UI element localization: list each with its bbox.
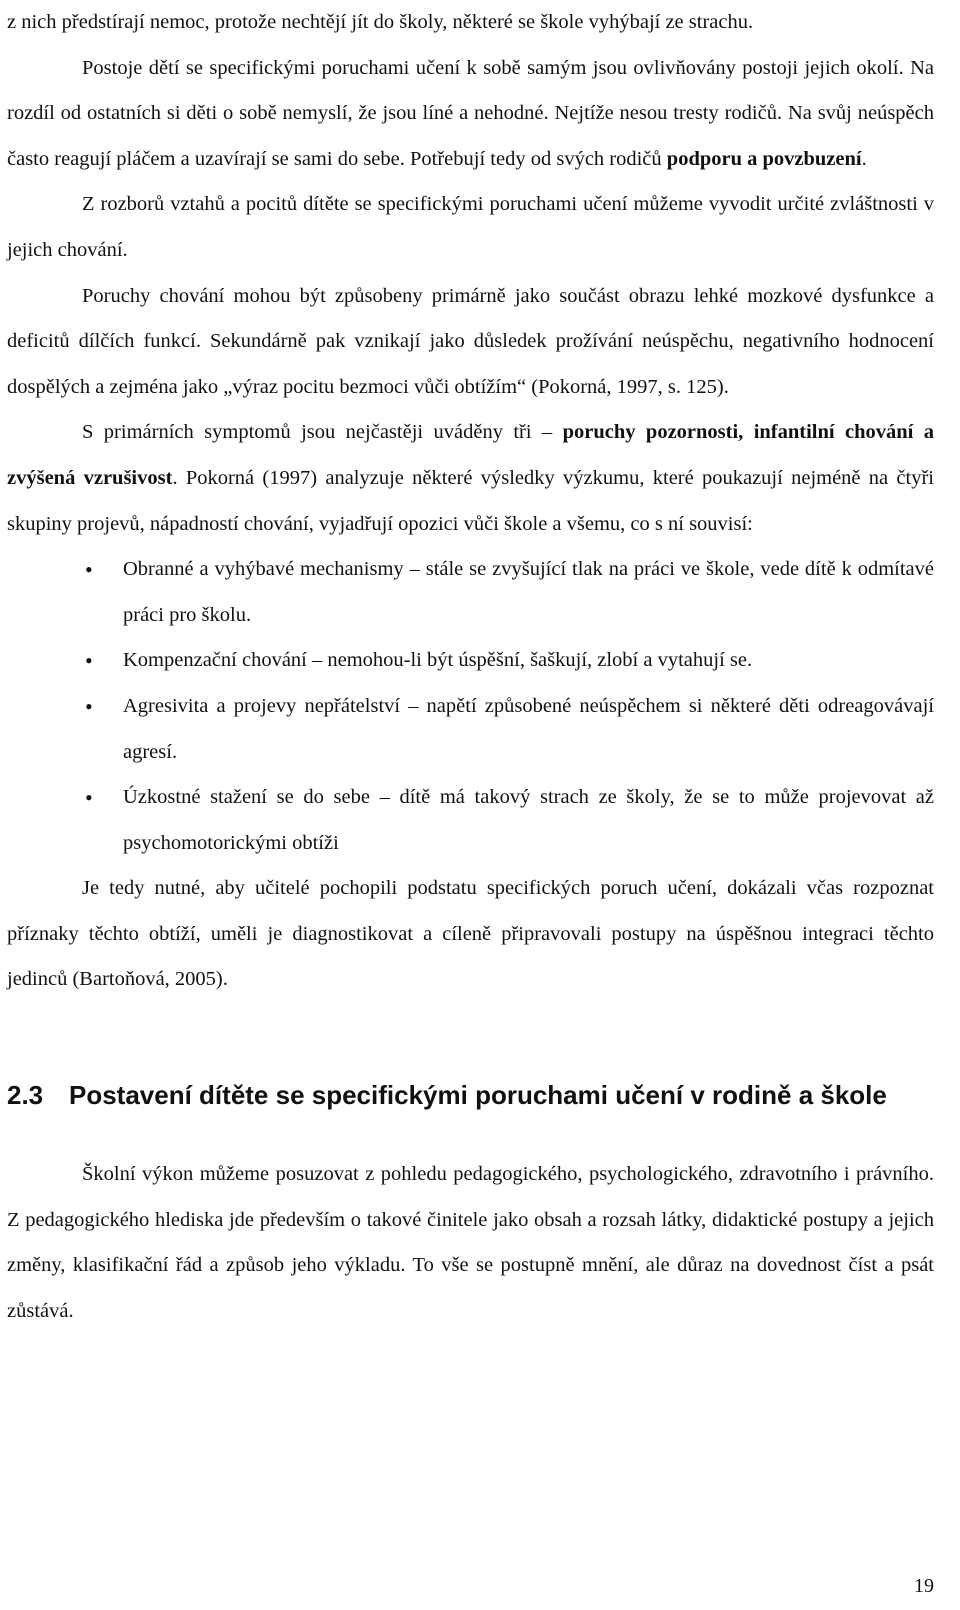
symptoms-end: . Pokorná (1997) analyzuje některé výsledky výzkumu, které poukazují nejméně na čtyři skupiny projevů, nápadností chování, vyjadřují opozici vůči škole a všemu, co s ní souvisí: — [7, 466, 934, 535]
list-item-text: Agresivita a projevy nepřátelství – napětí způsobené neúspěchem si některé děti odreagovávají agresí. — [123, 694, 934, 763]
section-heading — [7, 1079, 934, 1112]
paragraph-behavior-disorders: Poruchy chování mohou být způsobeny primárně jako součást obrazu lehké mozkové dysfunkce a deficitů dílčích funkcí. Sekundárně pak vznikají jako důsledek prožívání neúspěchu, negativního hodnocení dospělých a zejména jako „výraz pocitu bezmoci vůči obtížím“ (Pokorná, 1997, s. 125). — [7, 284, 934, 398]
symptoms-start: S primárních symptomů jsou nejčastěji uváděny tři – — [82, 421, 563, 444]
paragraph-attitudes: Postoje dětí se specifickými poruchami učení k sobě samým jsou ovlivňovány postoji jejich okolí. Na rozdíl od ostatních si děti o sobě nemyslí, že jsou líné a nehodné. Nejtíže nesou tresty rodičů. Na svůj neúspěch často reagují pláčem a uzavírají se sami do sebe. Potřebují tedy od svých rodičů podporu a povzbuzení. — [7, 56, 934, 170]
bullet-icon: • — [85, 648, 93, 674]
paragraph-analysis: Z rozborů vztahů a pocitů dítěte se specifickými poruchami učení můžeme vyvodit určité zvláštnosti v jejich chování. — [7, 193, 934, 261]
list-item — [7, 638, 934, 684]
section-title: Postavení dítěte se specifickými poruchami učení v rodině a škole — [69, 1080, 887, 1111]
page-number: 19 — [914, 1575, 934, 1597]
bullet-icon: • — [85, 693, 93, 719]
paragraph-school-performance: Školní výkon můžeme posuzovat z pohledu pedagogického, psychologického, zdravotního i právního. Z pedagogického hlediska jde především o takové činitele jako obsah a rozsah látky, didaktické postupy a jejich změny, klasifikační řád a způsob jeho výkladu. To vše se postupně mnění, ale důraz na dovednost číst a psát zůstává. — [7, 1163, 934, 1322]
bullet-icon: • — [85, 785, 93, 811]
support-emphasis: podporu a povzbuzení — [666, 147, 862, 170]
paragraph-symptoms — [7, 410, 934, 547]
paragraph-attitudes-text: Postoje dětí se specifickými poruchami učení k sobě samým jsou ovlivňovány postoji jejich okolí. Na rozdíl od ostatních si děti o sobě nemyslí, že jsou líné a nehodné. Nejtíže nesou tresty rodičů. Na svůj neúspěch často reagují pláčem a uzavírají se sami do sebe. Potřebují tedy od svých rodičů — [7, 56, 934, 170]
paragraph-continuation: z nich předstírají nemoc, protože nechtějí jít do školy, některé se škole vyhýbají ze strachu. — [7, 11, 754, 33]
behavior-list — [7, 547, 934, 866]
bullet-icon: • — [85, 557, 93, 583]
paragraph-closing: Je tedy nutné, aby učitelé pochopili podstatu specifických poruch učení, dokázali včas rozpoznat příznaky těchto obtíží, uměli je diagnostikovat a cíleně připravovali postupy na úspěšnou integraci těchto jedinců (Bartoňová, 2005). — [7, 877, 934, 991]
list-item — [7, 547, 934, 638]
list-item-text: Kompenzační chování – nemohou-li být úspěšní, šaškují, zlobí a vytahují se. — [123, 649, 753, 672]
list-item — [7, 775, 934, 866]
list-item-text: Úzkostné stažení se do sebe – dítě má takový strach ze školy, že se to může projevovat až psychomotorickými obtíži — [123, 786, 934, 854]
list-item — [7, 684, 934, 775]
section-number: 2.3 — [7, 1080, 44, 1111]
symptoms-emphasis: poruchy pozornosti, infantilní chování a zvýšená vzrušivost — [7, 421, 934, 489]
document-page — [7, 0, 934, 1334]
list-item-text: Obranné a vyhýbavé mechanismy – stále se zvyšující tlak na práci ve škole, vede dítě k odmítavé práci pro školu. — [123, 558, 934, 626]
